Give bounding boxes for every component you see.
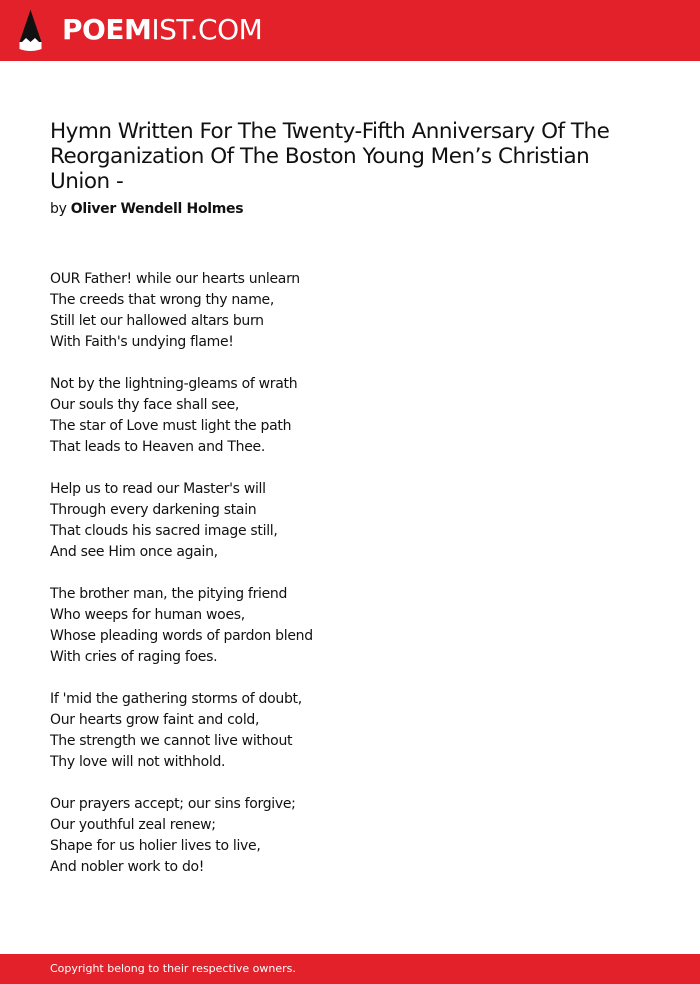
poem-body xyxy=(50,269,650,899)
brand-bold: POEM xyxy=(62,13,152,46)
stanza xyxy=(50,479,650,563)
poem-line: OUR Father! while our hearts unlearn xyxy=(50,271,300,287)
poem-title: Hymn Written For The Twenty-Fifth Anniversary Of The Reorganization Of The Boston Young Men’s Christian Union - xyxy=(50,119,610,194)
stanza xyxy=(50,269,650,353)
poem-line: Shape for us holier lives to live, xyxy=(50,838,261,854)
poem-line: Through every darkening stain xyxy=(50,502,257,518)
poem-line: That clouds his sacred image still, xyxy=(50,523,278,539)
stanza xyxy=(50,374,650,458)
copyright-notice: Copyright belong to their respective owners. xyxy=(50,962,296,975)
poem-byline xyxy=(50,199,243,219)
poem-line: And see Him once again, xyxy=(50,544,218,560)
poem-line: Who weeps for human woes, xyxy=(50,607,245,623)
poem-author: Oliver Wendell Holmes xyxy=(70,201,244,217)
site-header xyxy=(0,0,700,61)
poem-line: And nobler work to do! xyxy=(50,859,205,875)
poem-line: Still let our hallowed altars burn xyxy=(50,313,264,329)
poem-line: Help us to read our Master's will xyxy=(50,481,266,497)
poem-line: Our souls thy face shall see, xyxy=(50,397,240,413)
poem-line: Whose pleading words of pardon blend xyxy=(50,628,313,644)
poem-line: That leads to Heaven and Thee. xyxy=(50,439,265,455)
poem-line: With cries of raging foes. xyxy=(50,649,218,665)
poem-line: The brother man, the pitying friend xyxy=(50,586,288,602)
by-label: by xyxy=(50,201,67,217)
stanza xyxy=(50,689,650,773)
stanza xyxy=(50,584,650,668)
poem-line: Our prayers accept; our sins forgive; xyxy=(50,796,296,812)
poem-line: Thy love will not withhold. xyxy=(50,754,226,770)
poem-line: Our hearts grow faint and cold, xyxy=(50,712,260,728)
poem-line: Not by the lightning-gleams of wrath xyxy=(50,376,298,392)
brand-light: IST.COM xyxy=(151,13,263,46)
pencil-tip-icon[interactable] xyxy=(17,9,44,53)
poem-line: The star of Love must light the path xyxy=(50,418,292,434)
poem-line: Our youthful zeal renew; xyxy=(50,817,216,833)
site-logo-text[interactable] xyxy=(62,12,262,48)
site-footer xyxy=(0,954,700,984)
stanza xyxy=(50,794,650,878)
poem-line: The creeds that wrong thy name, xyxy=(50,292,274,308)
poem-line: The strength we cannot live without xyxy=(50,733,293,749)
poem-line: If 'mid the gathering storms of doubt, xyxy=(50,691,302,707)
poem-line: With Faith's undying flame! xyxy=(50,334,234,350)
